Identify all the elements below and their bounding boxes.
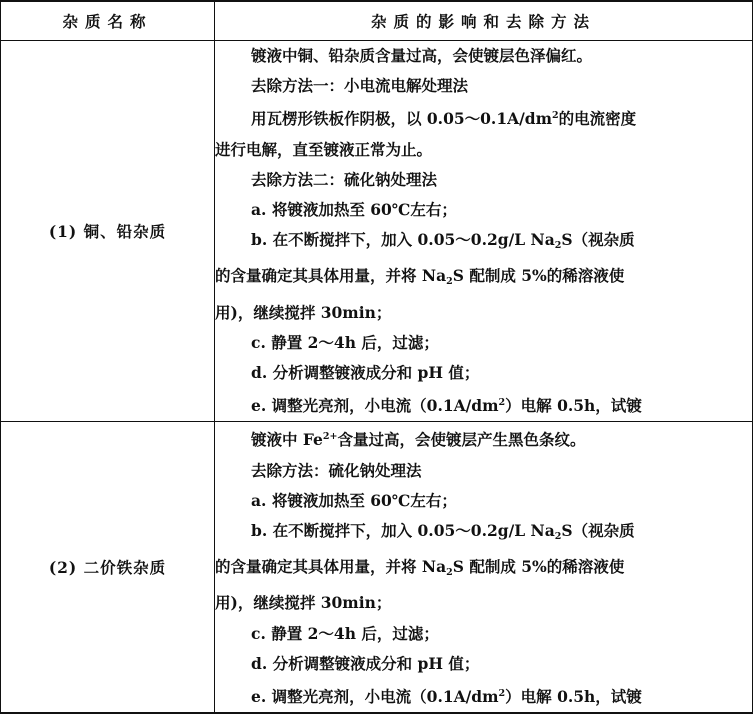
subscript: 2 — [554, 240, 562, 252]
subscript: 2 — [446, 567, 453, 579]
header-effect-and-removal: 杂质的影响和去除方法 — [215, 1, 753, 41]
step-item: a. 将镀液加热至 60℃左右； — [251, 200, 457, 220]
text-segment: S 配制成 5%的稀溶液使 — [452, 557, 625, 577]
header-row — [1, 1, 753, 41]
superscript: 2+ — [322, 431, 338, 443]
text-segment: S（视杂质 — [561, 521, 635, 541]
step-item: c. 静置 2～4h 后，过滤； — [251, 332, 439, 352]
content-line — [215, 261, 752, 297]
impurity-name-cell: (2) 二价铁杂质 — [1, 422, 215, 713]
content-line: 进行电解，直至镀液正常为止。 — [215, 139, 433, 159]
subscript: 2 — [554, 531, 562, 543]
step-item: d. 分析调整镀液成分和 pH 值； — [251, 653, 480, 673]
method-heading: 去除方法：硫化钠处理法 — [251, 460, 422, 480]
table-row — [1, 422, 753, 713]
step-item: d. 分析调整镀液成分和 pH 值； — [251, 363, 480, 383]
content-line — [215, 552, 752, 588]
method-heading: 去除方法一：小电流电解处理法 — [251, 76, 469, 96]
content-line: 用)，继续搅拌 30min； — [215, 593, 392, 613]
header-impurity-name: 杂质名称 — [1, 1, 215, 41]
step-item: c. 静置 2～4h 后，过滤； — [251, 623, 439, 643]
superscript: 2 — [498, 688, 506, 700]
text-segment: ）电解 0.5h，试镀 — [505, 687, 642, 707]
text-segment: S（视杂质 — [561, 230, 635, 250]
step-item — [215, 679, 752, 712]
text-segment: 镀液中 Fe — [251, 430, 323, 450]
text-segment: 的含量确定其具体用量，并将 Na — [215, 266, 447, 286]
step-item — [215, 516, 752, 552]
text-segment: 含量过高，会使镀层产生黑色条纹。 — [337, 430, 586, 450]
step-item — [215, 388, 752, 421]
text-segment: ）电解 0.5h，试镀 — [505, 396, 642, 416]
method-heading: 去除方法二：硫化钠处理法 — [251, 169, 438, 189]
text-segment: 的电流密度 — [558, 109, 637, 129]
subscript: 2 — [446, 276, 453, 288]
text-segment: b. 在不断搅拌下，加入 0.05～0.2g/L Na — [251, 230, 555, 250]
text-segment: b. 在不断搅拌下，加入 0.05～0.2g/L Na — [251, 521, 555, 541]
text-segment: e. 调整光亮剂，小电流（0.1A/dm — [251, 396, 499, 416]
content-line — [215, 422, 752, 455]
impurity-content-cell — [215, 41, 753, 422]
content-line — [215, 101, 752, 134]
content-line: 镀液中铜、铅杂质含量过高，会使镀层色泽偏红。 — [251, 46, 593, 65]
text-segment: 用瓦楞形铁板作阴极，以 0.05～0.1A/dm — [251, 109, 553, 129]
impurity-name-cell: (1) 铜、铅杂质 — [1, 41, 215, 422]
superscript: 2 — [498, 397, 506, 409]
step-item: a. 将镀液加热至 60℃左右； — [251, 490, 457, 510]
content-line: 用)，继续搅拌 30min； — [215, 302, 392, 322]
step-item — [215, 225, 752, 261]
impurity-content-cell — [215, 422, 753, 713]
text-segment: 的含量确定其具体用量，并将 Na — [215, 557, 447, 577]
text-segment: e. 调整光亮剂，小电流（0.1A/dm — [251, 687, 499, 707]
table-row — [1, 41, 753, 422]
text-segment: S 配制成 5%的稀溶液使 — [452, 266, 625, 286]
superscript: 2 — [552, 110, 559, 122]
